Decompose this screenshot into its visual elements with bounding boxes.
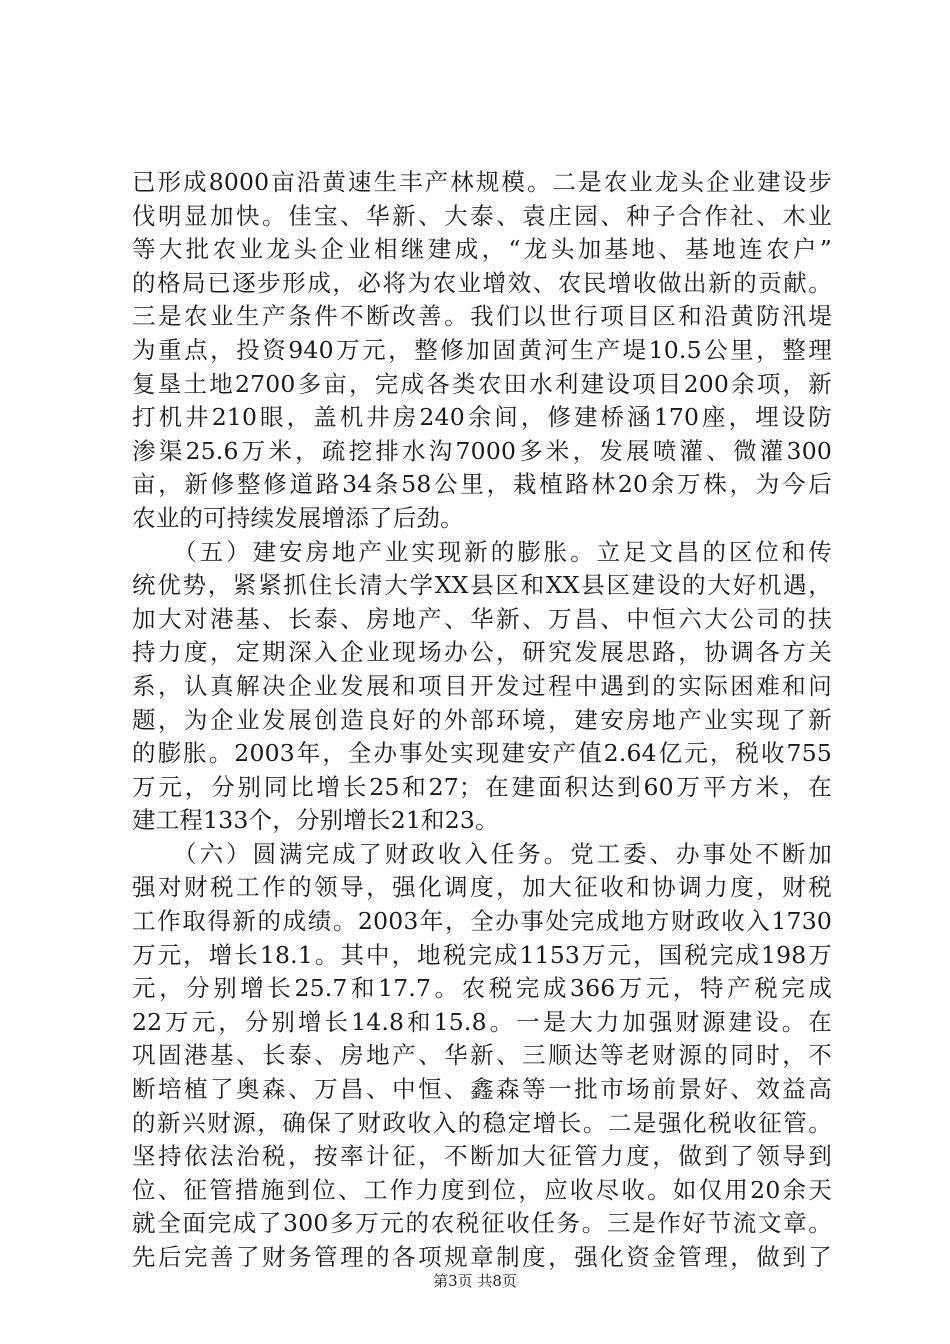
text-line: 22万元，分别增长14.8和15.8。一是大力加强财源建设。在 xyxy=(132,1007,832,1036)
text-line: 复垦土地2700多亩，完成各类农田水利建设项目200余项，新 xyxy=(132,369,832,398)
text-line: 等大批农业龙头企业相继建成，“龙头加基地、基地连农户” xyxy=(132,235,832,264)
text-line: 伐明显加快。佳宝、华新、大泰、袁庄园、种子合作社、木业 xyxy=(132,201,832,230)
text-line-section-six-start: （六）圆满完成了财政收入任务。党工委、办事处不断加 xyxy=(132,839,832,868)
text-line: 强对财税工作的领导，强化调度，加大征收和协调力度，财税 xyxy=(132,873,832,902)
text-line: 位、征管措施到位、工作力度到位，应收尽收。如仅用20余天 xyxy=(132,1175,832,1204)
text-line: 先后完善了财务管理的各项规章制度，强化资金管理，做到了 xyxy=(132,1243,832,1271)
text-line-paragraph-end: 农业的可持续发展增添了后劲。 xyxy=(132,503,464,532)
text-line: 系，认真解决企业发展和项目开发过程中遇到的实际困难和问 xyxy=(132,671,832,700)
text-line: 统优势，紧紧抓住长清大学XX县区和XX县区建设的大好机遇， xyxy=(132,571,832,600)
text-line: 的膨胀。2003年，全办事处实现建安产值2.64亿元，税收755 xyxy=(132,739,832,768)
text-line: 题，为企业发展创造良好的外部环境，建安房地产业实现了新 xyxy=(132,705,832,734)
text-line: 坚持依法治税，按率计征，不断加大征管力度，做到了领导到 xyxy=(132,1142,832,1171)
text-line: 断培植了奥森、万昌、中恒、鑫森等一批市场前景好、效益高 xyxy=(132,1075,832,1104)
body-text xyxy=(132,166,832,1275)
text-line: 的新兴财源，确保了财政收入的稳定增长。二是强化税收征管。 xyxy=(132,1108,832,1137)
text-line: 工作取得新的成绩。2003年，全办事处完成地方财政收入1730 xyxy=(132,907,832,936)
text-line-section-five-start: （五）建安房地产业实现新的膨胀。立足文昌的区位和传 xyxy=(132,537,832,566)
text-line: 加大对港基、长泰、房地产、华新、万昌、中恒六大公司的扶 xyxy=(132,604,832,633)
text-line: 持力度，定期深入企业现场办公，研究发展思路，协调各方关 xyxy=(132,638,832,667)
text-line: 已形成8000亩沿黄速生丰产林规模。二是农业龙头企业建设步 xyxy=(132,168,832,196)
text-line: 万元，分别同比增长25和27；在建面积达到60万平方米，在 xyxy=(132,772,832,801)
text-line: 元，分别增长25.7和17.7。农税完成366万元，特产税完成 xyxy=(132,974,832,1003)
text-line: 打机井210眼，盖机井房240余间，修建桥涵170座，埋设防 xyxy=(132,403,832,432)
text-line: 就全面完成了300多万元的农税征收任务。三是作好节流文章。 xyxy=(132,1209,832,1238)
text-line: 三是农业生产条件不断改善。我们以世行项目区和沿黄防汛堤 xyxy=(132,302,832,331)
text-line: 万元，增长18.1。其中，地税完成1153万元，国税完成198万 xyxy=(132,940,832,969)
page-footer: 第3页 共8页 xyxy=(433,1272,517,1290)
text-line-paragraph-end: 建工程133个，分别增长21和23。 xyxy=(132,806,499,835)
text-line: 为重点，投资940万元，整修加固黄河生产堤10.5公里，整理 xyxy=(132,335,832,364)
text-line: 巩固港基、长泰、房地产、华新、三顺达等老财源的同时，不 xyxy=(132,1041,832,1070)
text-line: 亩，新修整修道路34条58公里，栽植路林20余万株，为今后 xyxy=(132,470,832,499)
text-line: 渗渠25.6万米，疏挖排水沟7000多米，发展喷灌、微灌300 xyxy=(132,436,832,465)
text-line: 的格局已逐步形成，必将为农业增效、农民增收做出新的贡献。 xyxy=(132,268,832,297)
